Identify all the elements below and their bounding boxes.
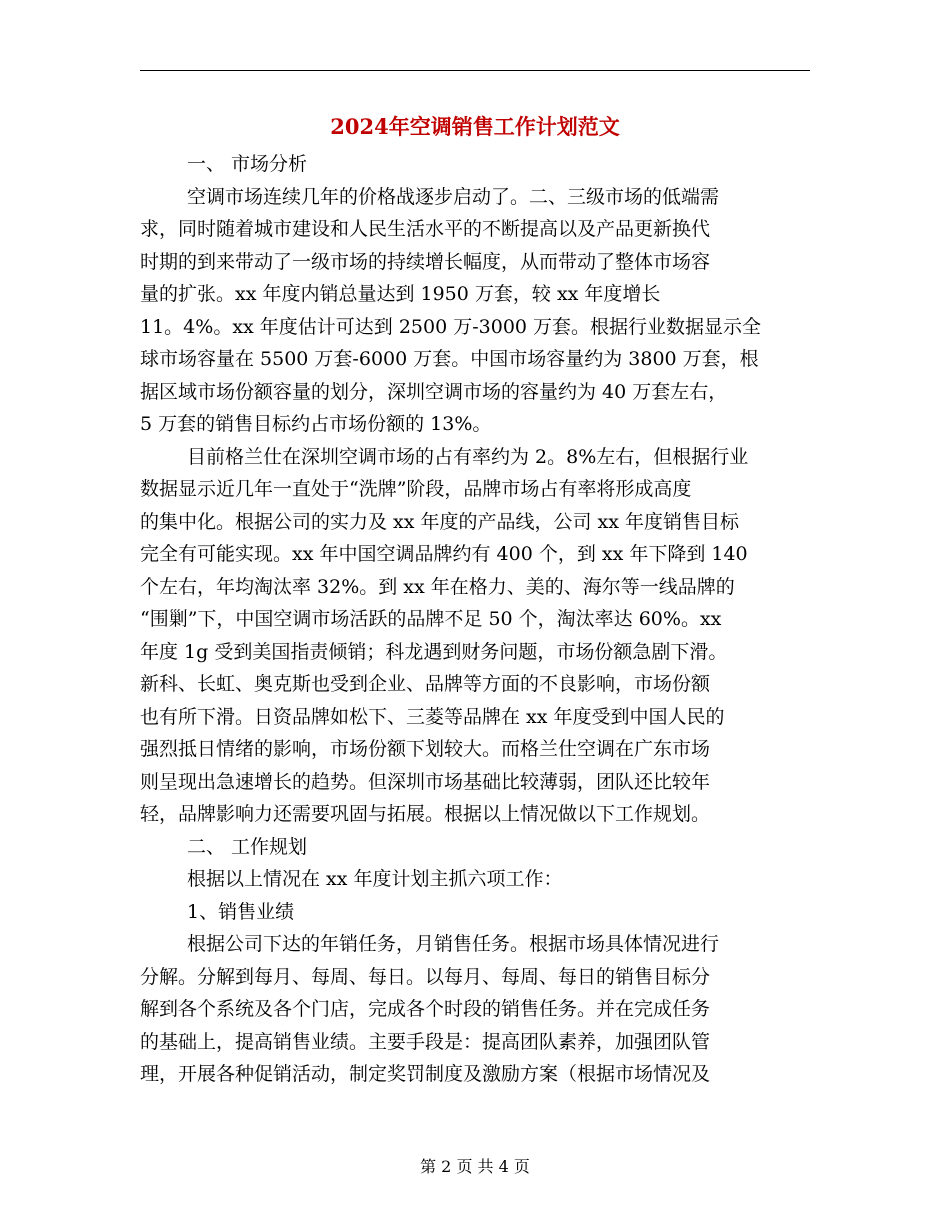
- text-line: 的基础上，提高销售业绩。主要手段是：提高团队素养，加强团队管: [140, 1030, 711, 1053]
- text-line: 分解。分解到每月、每周、每日。以每月、每周、每日的销售目标分: [140, 965, 711, 988]
- text-line: 新科、长虹、奥克斯也受到企业、品牌等方面的不良影响，市场份额: [140, 673, 711, 695]
- text-line: “围剿”下，中国空调市场活跃的品牌不足 50 个，淘汰率达 60%。xx: [140, 608, 722, 630]
- document-title: 2024年空调销售工作计划范文: [330, 114, 620, 139]
- header-rule: [140, 70, 810, 71]
- text-line: 理，开展各种促销活动，制定奖罚制度及激励方案（根据市场情况及: [140, 1063, 711, 1085]
- text-line: 解到各个系统及各个门店，完成各个时段的销售任务。并在完成任务: [140, 998, 711, 1020]
- text-line: 强烈抵日情绪的影响，市场份额下划较大。而格兰仕空调在广东市场: [140, 738, 711, 760]
- text-line: 则呈现出急速增长的趋势。但深圳市场基础比较薄弱，团队还比较年: [140, 770, 711, 793]
- text-line: 根据公司下达的年销任务，月销售任务。根据市场具体情况进行: [187, 933, 720, 955]
- text-line: 的集中化。根据公司的实力及 xx 年度的产品线，公司 xx 年度销售目标: [140, 510, 740, 533]
- text-line: 一、 市场分析: [187, 153, 308, 175]
- text-line: 目前格兰仕在深圳空调市场的占有率约为 2。8%左右，但根据行业: [187, 445, 749, 468]
- text-line: 空调市场连续几年的价格战逐步启动了。二、三级市场的低端需: [187, 185, 720, 208]
- text-line: 1、销售业绩: [187, 900, 295, 923]
- text-line: 个左右，年均淘汰率 32%。到 xx 年在格力、美的、海尔等一线品牌的: [140, 575, 735, 598]
- text-line: 球市场容量在 5500 万套-6000 万套。中国市场容量约为 3800 万套，根: [140, 348, 759, 370]
- text-line: 据区域市场份额容量的划分，深圳空调市场的容量约为 40 万套左右，: [140, 380, 728, 403]
- text-line: 年度 1g 受到美国指责倾销；科龙遇到财务问题，市场份额急剧下滑。: [140, 640, 728, 663]
- page-footer: 第 2 页 共 4 页: [420, 1157, 530, 1176]
- text-line: 量的扩张。xx 年度内销总量达到 1950 万套，较 xx 年度增长: [140, 283, 661, 305]
- text-line: 根据以上情况在 xx 年度计划主抓六项工作：: [187, 868, 563, 890]
- text-line: 也有所下滑。日资品牌如松下、三菱等品牌在 xx 年度受到中国人民的: [140, 705, 725, 728]
- text-line: 完全有可能实现。xx 年中国空调品牌约有 400 个，到 xx 年下降到 140: [140, 543, 748, 565]
- text-line: 5 万套的销售目标约占市场份额的 13%。: [140, 413, 492, 435]
- text-line: 求，同时随着城市建设和人民生活水平的不断提高以及产品更新换代: [140, 218, 711, 240]
- text-line: 数据显示近几年一直处于“洗牌”阶段，品牌市场占有率将形成高度: [140, 478, 692, 500]
- text-line: 时期的到来带动了一级市场的持续增长幅度，从而带动了整体市场容: [140, 250, 711, 273]
- document-body: [140, 148, 810, 1091]
- body-lines: [140, 148, 810, 1091]
- text-line: 轻，品牌影响力还需要巩固与拓展。根据以上情况做以下工作规划。: [140, 803, 711, 825]
- text-line: 11。4%。xx 年度估计可达到 2500 万-3000 万套。根据行业数据显示全: [140, 315, 762, 338]
- text-line: 二、 工作规划: [187, 835, 308, 858]
